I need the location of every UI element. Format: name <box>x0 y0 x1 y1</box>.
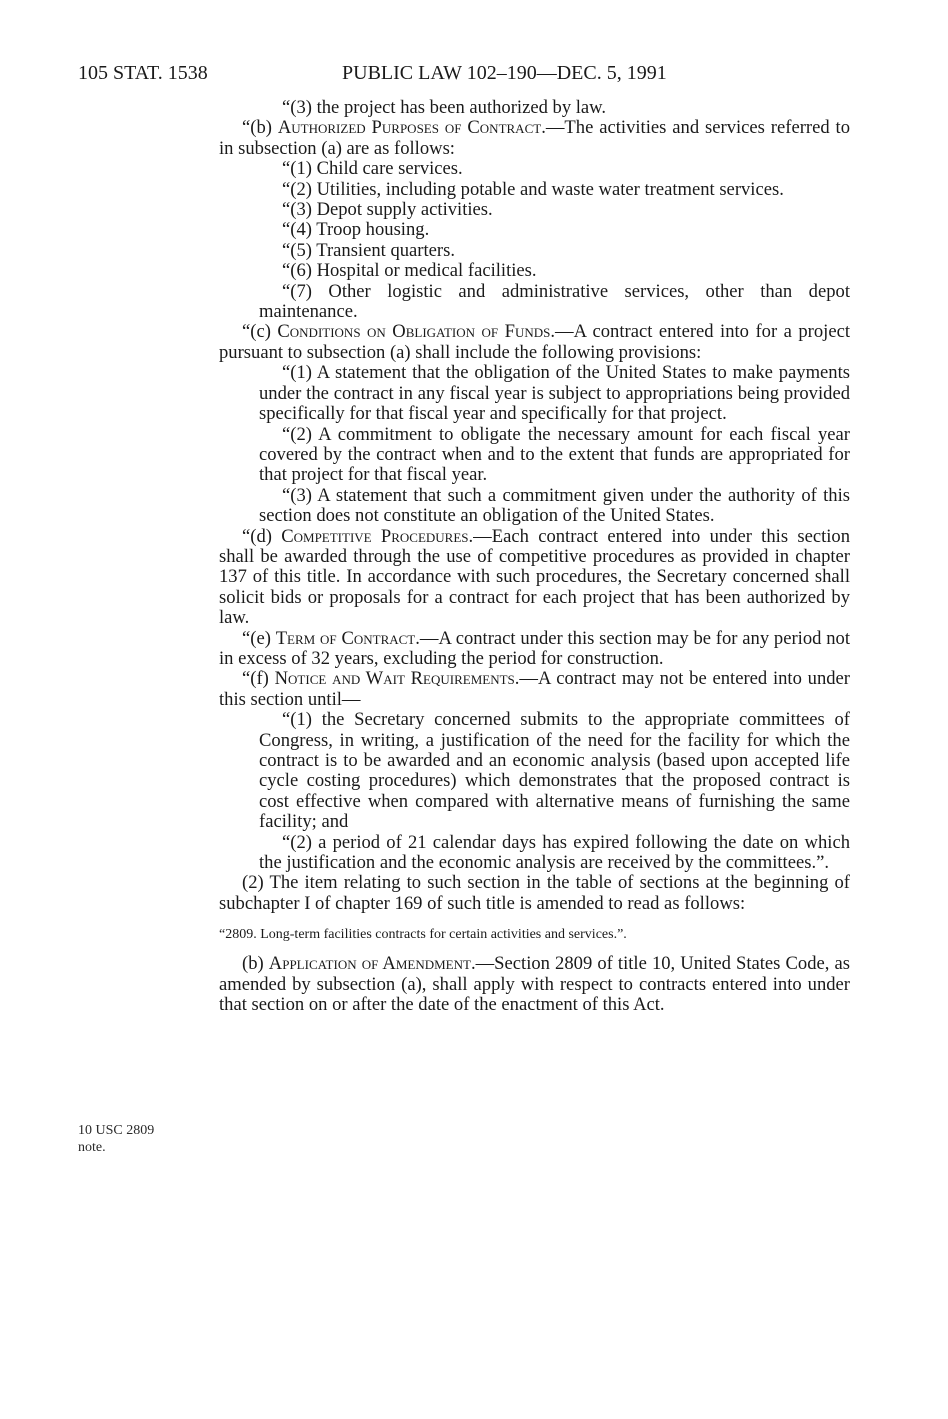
margin-note <box>78 1122 198 1156</box>
paragraph-b4: “(4) Troop housing. <box>282 219 430 241</box>
margin-note-citation: 10 USC 2809 <box>78 1123 155 1138</box>
subsection-application <box>219 954 850 1015</box>
paragraph-c2: “(2) A commitment to obligate the necessary amount for each fiscal year covered by the contract when and to the extent that funds are appropriated for that project for that fiscal year. <box>259 423 850 486</box>
subsection-c-heading: Conditions on Obligation of Funds <box>277 321 551 343</box>
subsection-application-open: (b) <box>242 953 269 975</box>
paragraph-b1: “(1) Child care services. <box>282 158 463 180</box>
subsection-application-body: .—Section 2809 of title 10, United States Code, as amended by subsection (a), shall apply with respect to contracts entered into under that section on or after the date of the enactment of this Act. <box>219 953 850 1016</box>
subsection-b-body: .—The activities and services referred to in subsection (a) are as follows: <box>219 117 850 159</box>
subsection-e <box>219 629 850 670</box>
subsection-b-heading: Authorized Purposes of Contract <box>277 117 542 139</box>
subsection-d-body: .—Each contract entered into under this section shall be awarded through the use of competitive procedures as provided in chapter 137 of this title. In accordance with such procedures, the Secretary concerned shall solicit bids or proposals for a contract for each project that has been authorized by law. <box>219 525 850 629</box>
paragraph-f1: “(1) the Secretary concerned submits to the appropriate committees of Congress, in writing, a justification of the need for the facility for which the contract is to be awarded and an economic analysis (based upon accepted life cycle costing procedures) which demonstrates that the proposed contract is cost effective when compared with alternative means of furnishing the same facility; and <box>259 709 850 833</box>
public-law-title: PUBLIC LAW 102–190—DEC. 5, 1991 <box>342 62 667 84</box>
subsection-f-open: “(f) <box>242 668 275 690</box>
paragraph-item-2: (2) The item relating to such section in the table of sections at the beginning of subchapter I of chapter 169 of such title is amended to read as follows: <box>219 872 850 914</box>
table-of-sections-entry: “2809. Long-term facilities contracts for certain activities and services.”. <box>219 927 627 943</box>
paragraph-c3: “(3) A statement that such a commitment given under the authority of this section does not constitute an obligation of the United States. <box>259 484 850 527</box>
stat-page-number: 105 STAT. 1538 <box>78 62 208 84</box>
paragraph-b6: “(6) Hospital or medical facilities. <box>282 260 537 282</box>
subsection-d-heading: Competitive Procedures <box>281 525 469 547</box>
subsection-f <box>219 669 850 710</box>
subsection-e-open: “(e) <box>242 627 276 649</box>
paragraph-b7: “(7) Other logistic and administrative services, other than depot maintenance. <box>259 280 850 323</box>
subsection-d-open: “(d) <box>242 525 282 547</box>
subsection-application-heading: Application of Amendment <box>268 953 471 975</box>
paragraph-c1: “(1) A statement that the obligation of the United States to make payments under the contract in any fiscal year is subject to appropriations being provided specifically for that fiscal year and specifically for that project. <box>259 362 850 425</box>
subsection-c <box>219 322 850 363</box>
subsection-f-heading: Notice and Wait Requirements <box>274 668 515 690</box>
subsection-c-body: .—A contract entered into for a project pursuant to subsection (a) shall include the following provisions: <box>219 321 850 363</box>
margin-note-label: note. <box>78 1140 106 1155</box>
subsection-d <box>219 527 850 629</box>
paragraph-a3: “(3) the project has been authorized by law. <box>282 97 607 118</box>
subsection-b <box>219 118 850 159</box>
subsection-c-open: “(c) <box>242 321 278 343</box>
subsection-e-heading: Term of Contract <box>275 627 416 649</box>
paragraph-f2: “(2) a period of 21 calendar days has expired following the date on which the justification and the economic analysis are received by the committees.”. <box>259 831 850 874</box>
subsection-f-body: .—A contract may not be entered into under this section until— <box>219 668 850 710</box>
subsection-e-body: .—A contract under this section may be for any period not in excess of 32 years, excluding the period for construction. <box>219 627 850 669</box>
page-header <box>78 62 858 90</box>
paragraph-b3: “(3) Depot supply activities. <box>282 199 493 221</box>
statute-body <box>219 98 850 1015</box>
paragraph-b5: “(5) Transient quarters. <box>282 239 455 261</box>
subsection-b-open: “(b) <box>242 117 278 139</box>
paragraph-b2: “(2) Utilities, including potable and waste water treatment services. <box>282 178 784 200</box>
